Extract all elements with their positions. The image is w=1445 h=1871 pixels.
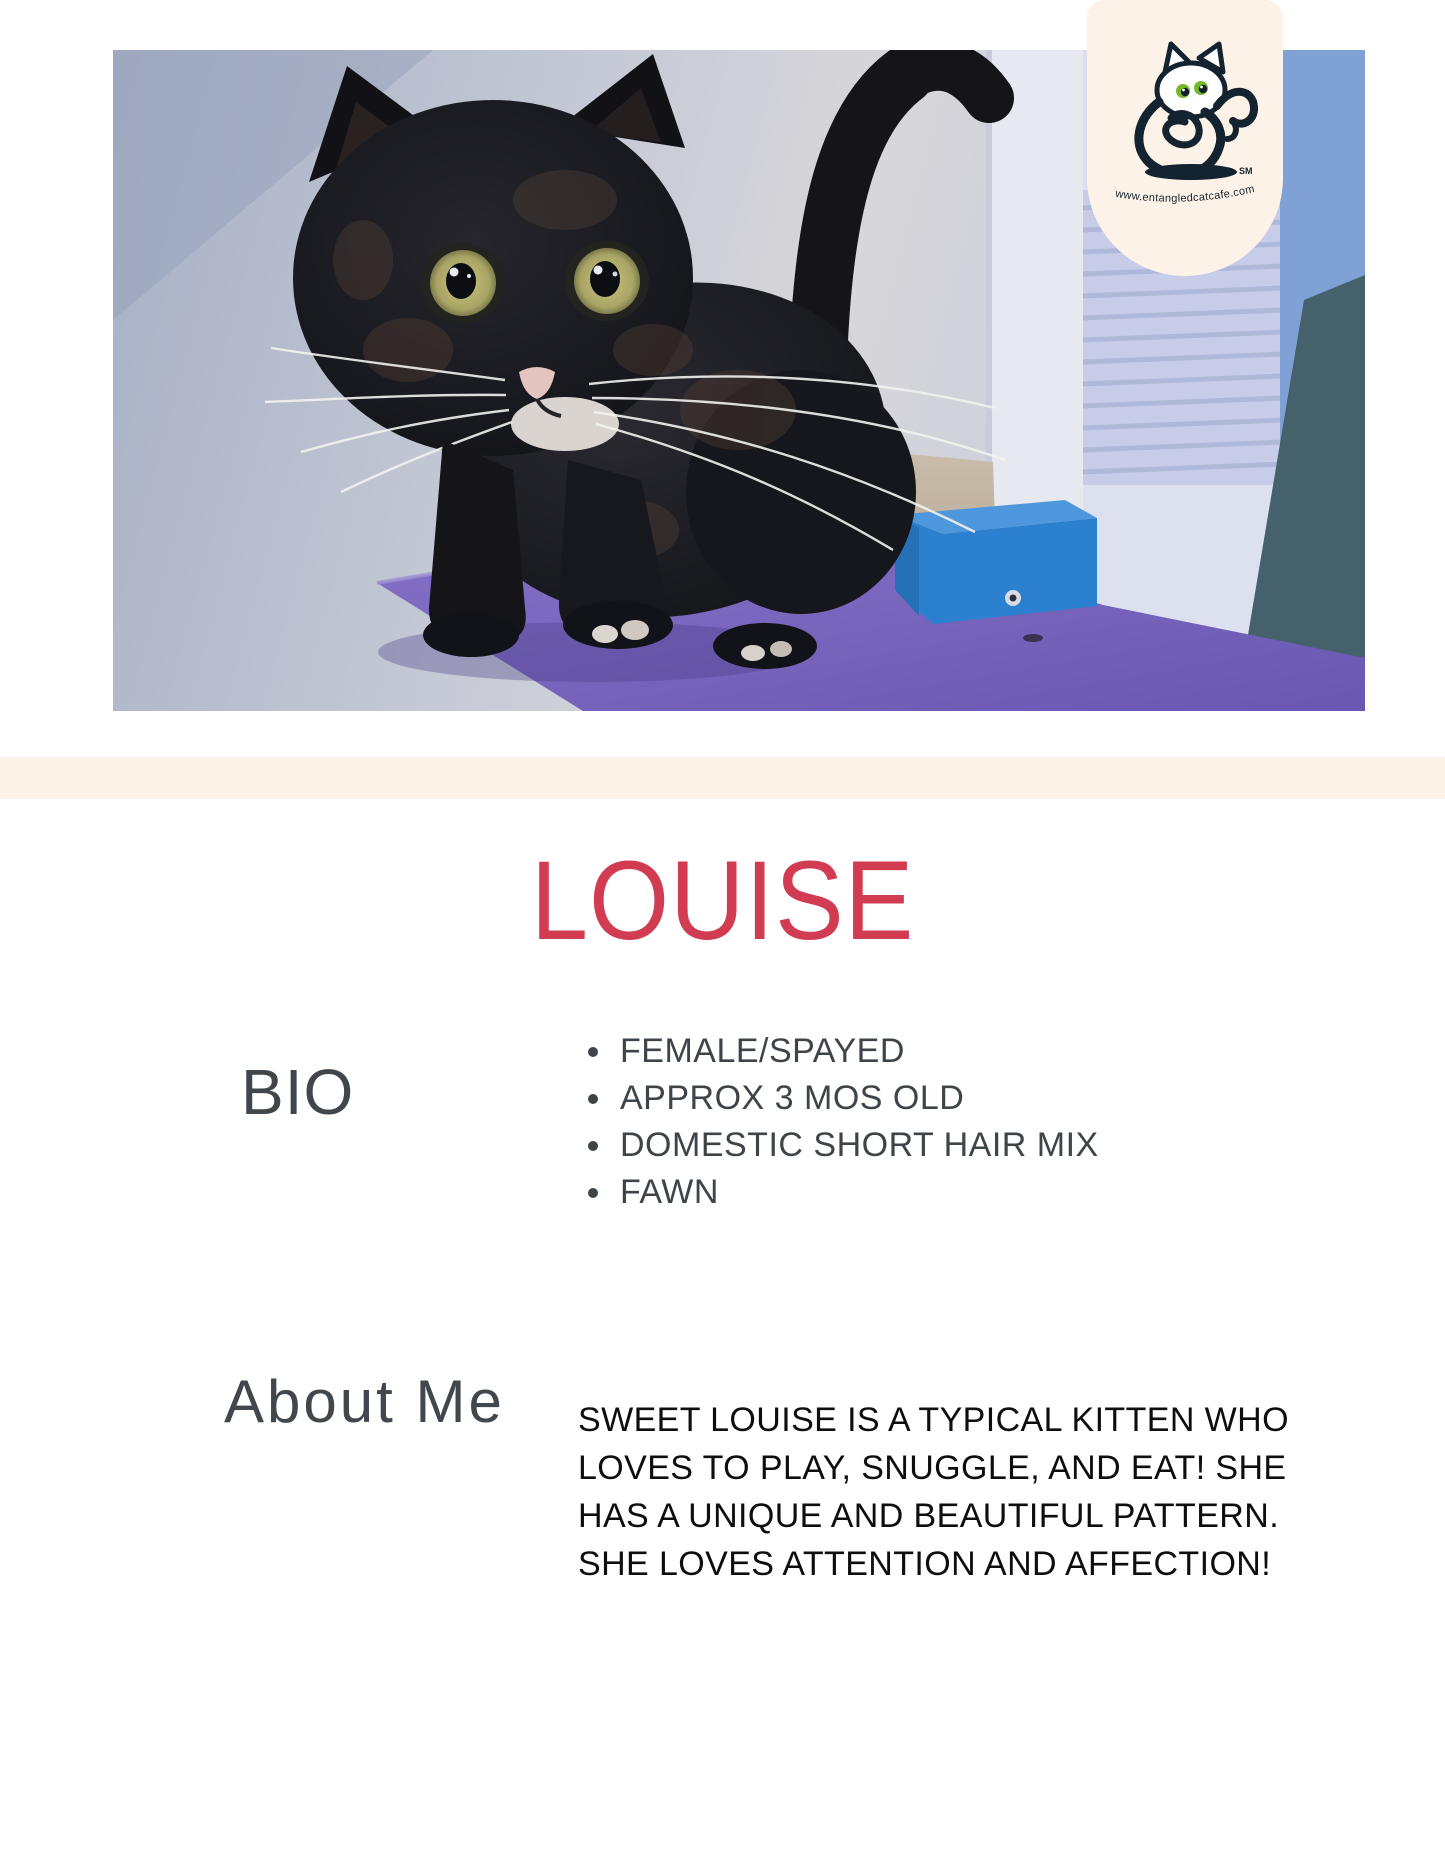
bio-item-text: FAWN [620, 1173, 719, 1211]
blue-box [895, 500, 1097, 624]
logo-cat [1139, 44, 1254, 180]
about-line: SWEET LOUISE IS A TYPICAL KITTEN WHO [578, 1401, 1289, 1439]
tail-tip [903, 66, 989, 98]
pet-name-title: LOUISE [530, 838, 915, 963]
bio-item [585, 1075, 1099, 1122]
about-me-paragraph [578, 1396, 1318, 1588]
bullet-icon [588, 1047, 598, 1057]
mat-speck [1023, 634, 1043, 642]
about-line: LOVES TO PLAY, SNUGGLE, AND EAT! SHE [578, 1449, 1287, 1487]
bio-item-text: DOMESTIC SHORT HAIR MIX [620, 1126, 1099, 1164]
about-line: HAS A UNIQUE AND BEAUTIFUL PATTERN. [578, 1497, 1280, 1535]
white-chin [511, 397, 619, 451]
trademark-text: SM [1239, 166, 1253, 176]
bio-item [585, 1028, 1099, 1075]
bullet-icon [588, 1094, 598, 1104]
bio-item [585, 1169, 1099, 1216]
tail [819, 75, 905, 340]
cat-cafe-logo-icon [1087, 0, 1283, 276]
left-eye [421, 243, 505, 323]
about-me-heading: About Me [224, 1368, 505, 1435]
about-line: SHE LOVES ATTENTION AND AFFECTION! [578, 1545, 1272, 1583]
bullet-icon [588, 1141, 598, 1151]
website-arc-text: www.entangledcatcafe.com [1114, 182, 1256, 205]
bio-item [585, 1122, 1099, 1169]
front-right-paw [563, 601, 673, 649]
logo-badge [1087, 0, 1283, 276]
bio-list [585, 1028, 1099, 1216]
divider-band [0, 757, 1445, 799]
bio-item-text: APPROX 3 MOS OLD [620, 1079, 965, 1117]
bio-item-text: FEMALE/SPAYED [620, 1032, 905, 1070]
hind-paw [713, 623, 817, 669]
bio-heading: BIO [241, 1056, 355, 1128]
front-left-paw [423, 613, 519, 657]
right-eye [565, 241, 649, 321]
bullet-icon [588, 1188, 598, 1198]
front-left-leg [429, 440, 526, 639]
